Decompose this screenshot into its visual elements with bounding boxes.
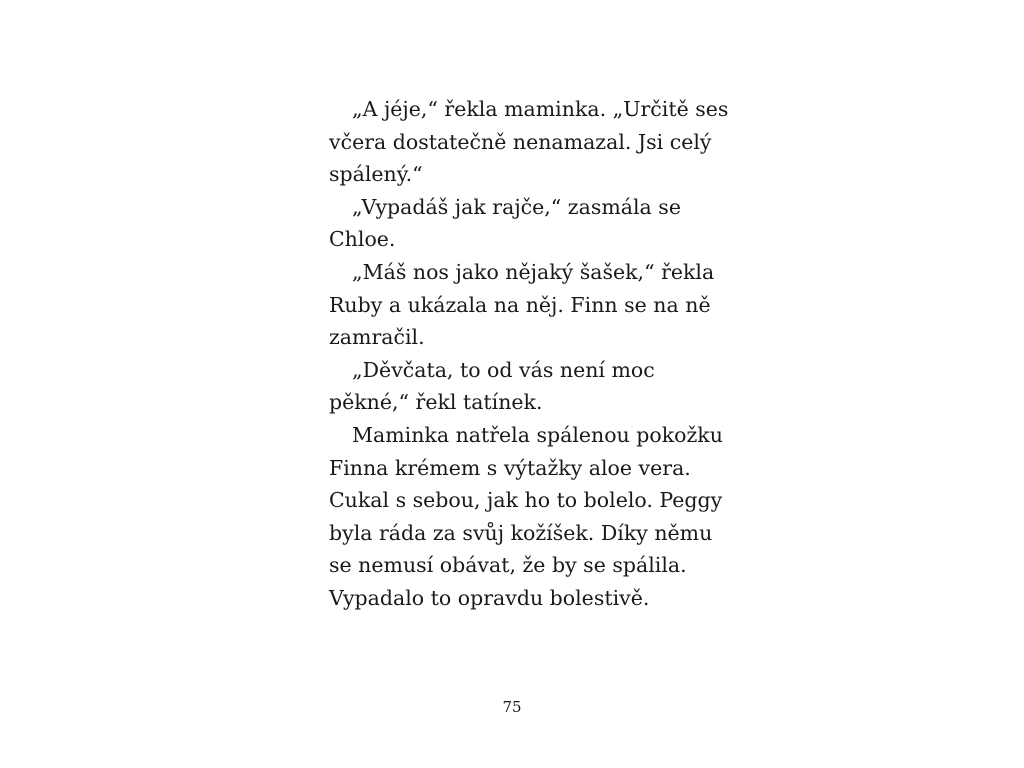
text-line: Maminka natřela spálenou pokožku: [352, 422, 723, 447]
text-line: se nemusí obávat, že by se spálila.: [329, 553, 687, 578]
text-line: pěkné,“ řekl tatínek.: [329, 390, 543, 415]
text-line: Cukal s sebou, jak ho to bolelo. Peggy: [329, 488, 723, 513]
text-line: „Vypadáš jak rajče,“ zasmála se: [352, 194, 681, 219]
text-line: zamračil.: [329, 325, 425, 350]
text-line: byla ráda za svůj kožíšek. Díky němu: [329, 520, 713, 545]
text-line: „A jéje,“ řekla maminka. „Určitě ses: [352, 97, 729, 121]
body-text: [329, 93, 729, 615]
text-line: Ruby a ukázala na něj. Finn se na ně: [329, 292, 711, 317]
page-number: 75: [502, 698, 522, 716]
text-line: „Máš nos jako nějaký šašek,“ řekla: [352, 259, 715, 284]
text-line: Vypadalo to opravdu bolestivě.: [329, 585, 650, 610]
text-line: Finna krémem s výtažky aloe vera.: [329, 455, 691, 480]
text-line: včera dostatečně nenamazal. Jsi celý: [329, 129, 712, 154]
text-line: „Děvčata, to od vás není moc: [352, 357, 655, 382]
text-line: spálený.“: [329, 162, 423, 187]
text-line: Chloe.: [329, 227, 396, 252]
